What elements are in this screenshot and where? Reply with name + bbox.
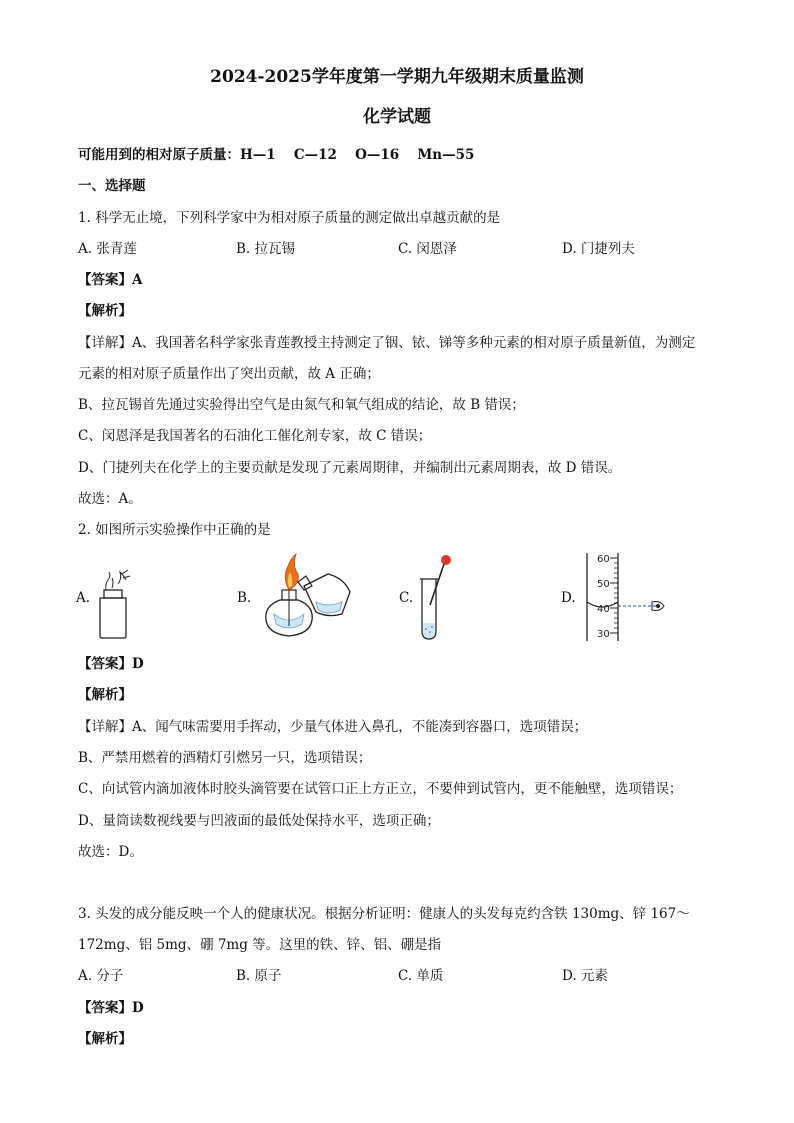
q2-detail-line: 故选：D。	[78, 844, 143, 860]
q1-option-d: D. 门捷列夫	[562, 241, 635, 257]
q2-detail-line: C、向试管内滴加液体时胶头滴管要在试管口正上方正立，不要伸到试管内，更不能触壁，选项错误；	[78, 781, 683, 797]
q2-option-c: C.	[399, 590, 414, 606]
q2-option-d: D.	[561, 590, 576, 606]
q1-stem: 1. 科学无止境，下列科学家中为相对原子质量的测定做出卓越贡献的是	[78, 210, 501, 226]
q3-analysis-label: 【解析】	[78, 1031, 132, 1047]
q2-detail-line: D、量筒读数视线要与凹液面的最低处保持水平，选项正确；	[78, 813, 440, 829]
q2-option-b: B.	[237, 590, 252, 606]
alcohol-lamp-figure	[258, 552, 358, 642]
q2-detail-line: B、严禁用燃着的酒精灯引燃另一只，选项错误；	[78, 750, 372, 766]
cylinder-tick-label: 60	[597, 554, 610, 565]
q3-stem-line: 3. 头发的成分能反映一个人的健康状况。根据分析证明：健康人的头发每克约含铁 130mg、锌 167～	[78, 906, 690, 922]
q1-detail-line: B、拉瓦锡首先通过实验得出空气是由氮气和氧气组成的结论，故 B 错误；	[78, 397, 525, 413]
q1-option-a: A. 张青莲	[78, 241, 137, 257]
q1-detail-line: 【详解】A、我国著名科学家张青莲教授主持测定了铟、铱、锑等多种元素的相对原子质量新值，为测定	[78, 335, 696, 351]
section-heading: 一、选择题	[78, 178, 146, 194]
q3-option-b: B. 原子	[236, 968, 282, 984]
cylinder-tick-label: 30	[597, 629, 610, 640]
q2-option-a: A.	[76, 590, 91, 606]
q2-detail-line: 【详解】A、闻气味需要用手挥动，少量气体进入鼻孔，不能凑到容器口，选项错误；	[78, 719, 588, 735]
q1-detail-line: D、门捷列夫在化学上的主要贡献是发现了元素周期律，并编制出元素周期表，故 D 错误。	[78, 460, 622, 476]
q1-detail-line: C、闵恩泽是我国著名的石油化工催化剂专家，故 C 错误；	[78, 428, 432, 444]
q2-stem: 2. 如图所示实验操作中正确的是	[78, 522, 271, 538]
q3-stem-line: 172mg、铝 5mg、硼 7mg 等。这里的铁、锌、铝、硼是指	[78, 937, 442, 953]
q3-option-a: A. 分子	[78, 968, 124, 984]
q1-analysis-label: 【解析】	[78, 303, 132, 319]
q3-option-d: D. 元素	[562, 968, 608, 984]
q1-option-b: B. 拉瓦锡	[236, 241, 296, 257]
page-title: 2024-2025学年度第一学期九年级期末质量监测	[210, 67, 584, 87]
graduated-cylinder-figure	[580, 550, 672, 645]
smelling-bottle-figure	[92, 562, 134, 640]
dropper-test-tube-figure	[414, 553, 454, 643]
q1-answer: 【答案】A	[78, 272, 143, 288]
q1-detail-line: 故选：A。	[78, 491, 142, 507]
page-subtitle: 化学试题	[363, 107, 431, 127]
q2-answer: 【答案】D	[78, 656, 144, 672]
q2-analysis-label: 【解析】	[78, 687, 132, 703]
atomic-mass-line: 可能用到的相对原子质量：H—1 C—12 O—16 Mn—55	[78, 147, 475, 163]
cylinder-tick-label: 50	[597, 579, 610, 590]
q1-option-c: C. 闵恩泽	[398, 241, 457, 257]
q3-option-c: C. 单质	[398, 968, 444, 984]
cylinder-tick-label: 40	[597, 604, 610, 615]
q3-answer: 【答案】D	[78, 1000, 144, 1016]
q1-detail-line: 元素的相对原子质量作出了突出贡献，故 A 正确；	[78, 366, 380, 382]
